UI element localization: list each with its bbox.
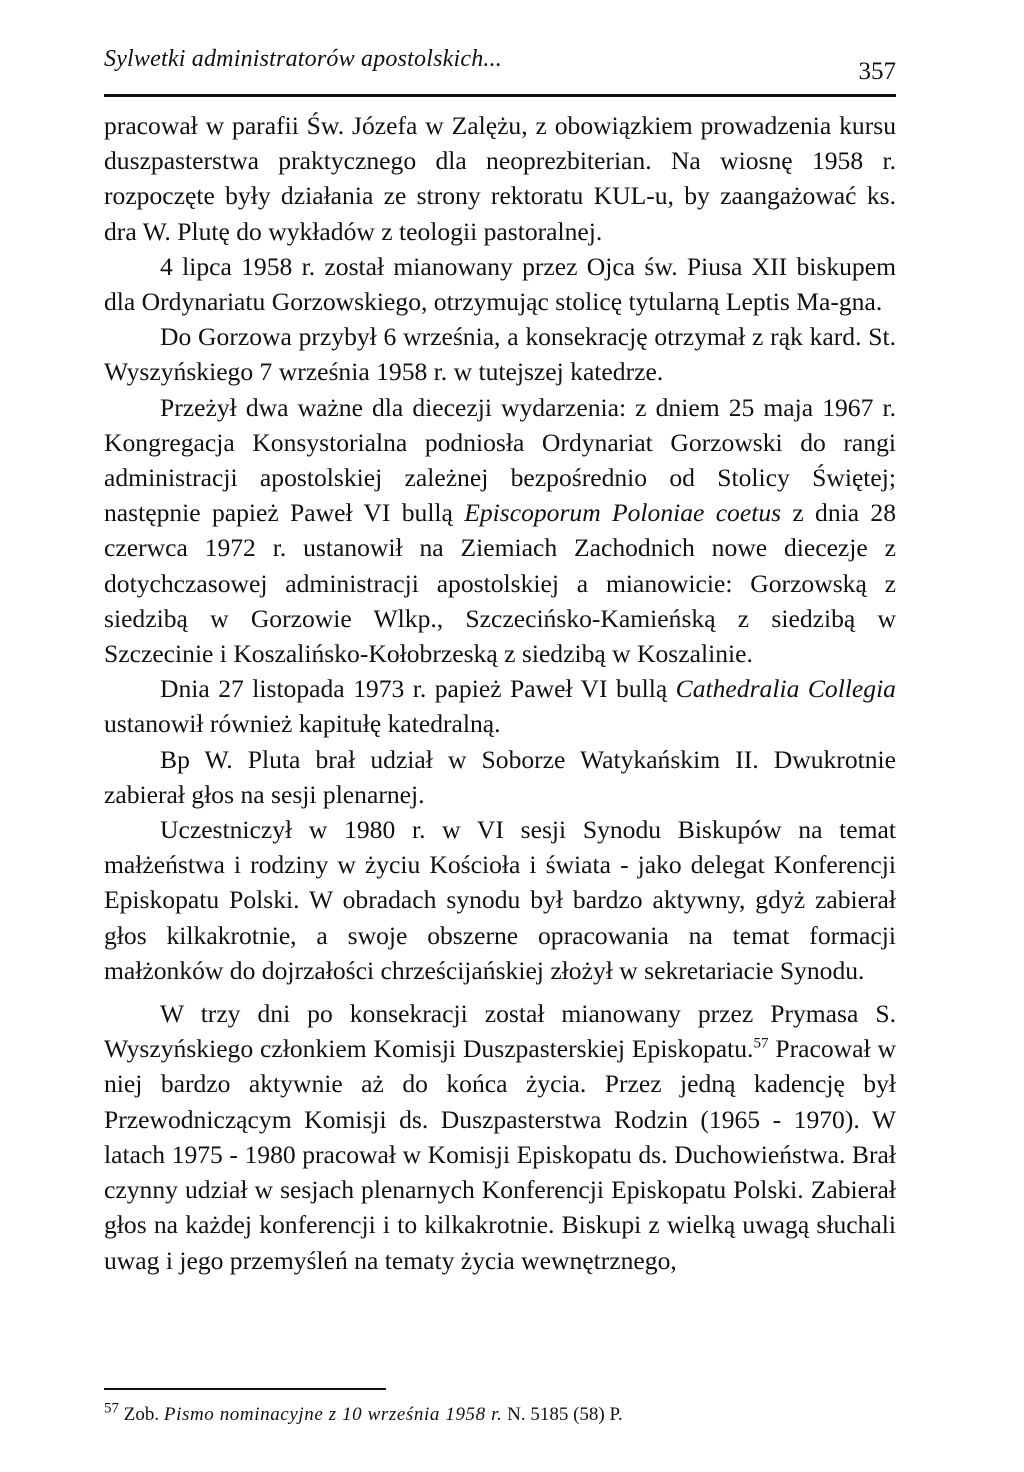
page-number: 357 [858, 58, 896, 85]
text-run: Pracował w niej bardzo aktywnie aż do końca życia. Przez jedną kadencję był Przewodniczącym Komisji ds. Duszpasterstwa Rodzin (1965 - 1970). W latach 1975 - 1980 pracował w Komisji Episkopatu ds. Duchowieństwa. Brał czynny udział w sesjach plenarnych Konferencji Episkopatu Polski. Zabierał głos na każdej konferencji i to kilkakrotnie. Biskupi z wielką uwagą słuchali uwag i jego przemyśleń na tematy życia wewnętrznego, [104, 1034, 896, 1275]
running-title: Sylwetki administratorów apostolskich... [104, 46, 502, 72]
footnote-suffix: N. 5185 (58) P. [502, 1404, 623, 1425]
paragraph [104, 249, 896, 319]
footnote [104, 1402, 896, 1428]
text-run: W trzy dni po konsekracji został mianowany przez Prymasa S. Wyszyńskiego członkiem Komisji Duszpasterskiej Episkopatu. [104, 999, 896, 1064]
page-header [104, 44, 896, 96]
body-text [104, 108, 896, 1278]
text-run: ustanowił również kapitułę katedralną. [104, 709, 501, 739]
paragraph [104, 996, 896, 1278]
italic-title: Episcoporum Poloniae coetus [464, 498, 782, 528]
italic-title: Cathedralia Collegia [675, 674, 896, 704]
paragraph [104, 108, 896, 249]
paragraph [104, 319, 896, 389]
footnote-title: Pismo nominacyjne z 10 września 1958 r. [163, 1404, 503, 1425]
footnote-rule [104, 1388, 386, 1390]
paragraph [104, 812, 896, 988]
text-run: Dnia 27 listopada 1973 r. papież Paweł VI bullą [160, 674, 676, 704]
text-run: Uczestniczył w 1980 r. w VI sesji Synodu Biskupów na temat małżeństwa i rodziny w życiu Kościoła i świata - jako delegat Konferencji Episkopatu Polski. W obradach synodu był bardzo aktywny, gdyż zabierał głos kilkakrotnie, a swoje obszerne opracowania na temat formacji małżonków do dojrzałości chrześcijańskiej złożył w sekretariacie Synodu. [104, 815, 896, 985]
text-run: pracował w parafii Św. Józefa w Zalężu, z obowiązkiem prowadzenia kursu duszpasterstwa praktycznego dla neoprezbiterian. Na wiosnę 1958 r. rozpoczęte były działania ze strony rektoratu KUL-u, by zaangażować ks. dra W. Plutę do wykładów z teologii pastoralnej. [104, 111, 896, 246]
text-run: Bp W. Pluta brał udział w Soborze Watykańskim II. Dwukrotnie zabierał głos na sesji plenarnej. [104, 744, 896, 809]
text-run: z dnia 28 czerwca 1972 r. ustanowił na Ziemiach Zachodnich nowe diecezje z dotychczasowej administracji apostolskiej a mianowicie: Gorzowską z siedzibą w Gorzowie Wlkp., Szczecińsko-Kamieńską z siedzibą w Szczecinie i Koszalińsko-Kołobrzeską z siedzibą w Koszalinie. [104, 498, 896, 669]
text-run: Do Gorzowa przybył 6 września, a konsekrację otrzymał z rąk kard. St. Wyszyńskiego 7 września 1958 r. w tutejszej katedrze. [104, 322, 896, 387]
paragraph [104, 742, 896, 812]
footnote-reference: 57 [753, 1035, 769, 1052]
footnote-marker: 57 [104, 1400, 119, 1417]
paragraph [104, 671, 896, 741]
paragraph [104, 390, 896, 672]
footnote-prefix: Zob. [119, 1404, 164, 1425]
text-run: 4 lipca 1958 r. został mianowany przez Ojca św. Piusa XII biskupem dla Ordynariatu Gorzowskiego, otrzymując stolicę tytularną Leptis Ma-gna. [104, 251, 896, 317]
header-rule [104, 94, 896, 97]
text-run: Przeżył dwa ważne dla diecezji wydarzenia: z dniem 25 maja 1967 r. Kongregacja Konsystorialna podniosła Ordynariat Gorzowski do rangi administracji apostolskiej zależnej bezpośrednio od Stolicy Świętej; następnie papież Paweł VI bullą [104, 392, 896, 528]
